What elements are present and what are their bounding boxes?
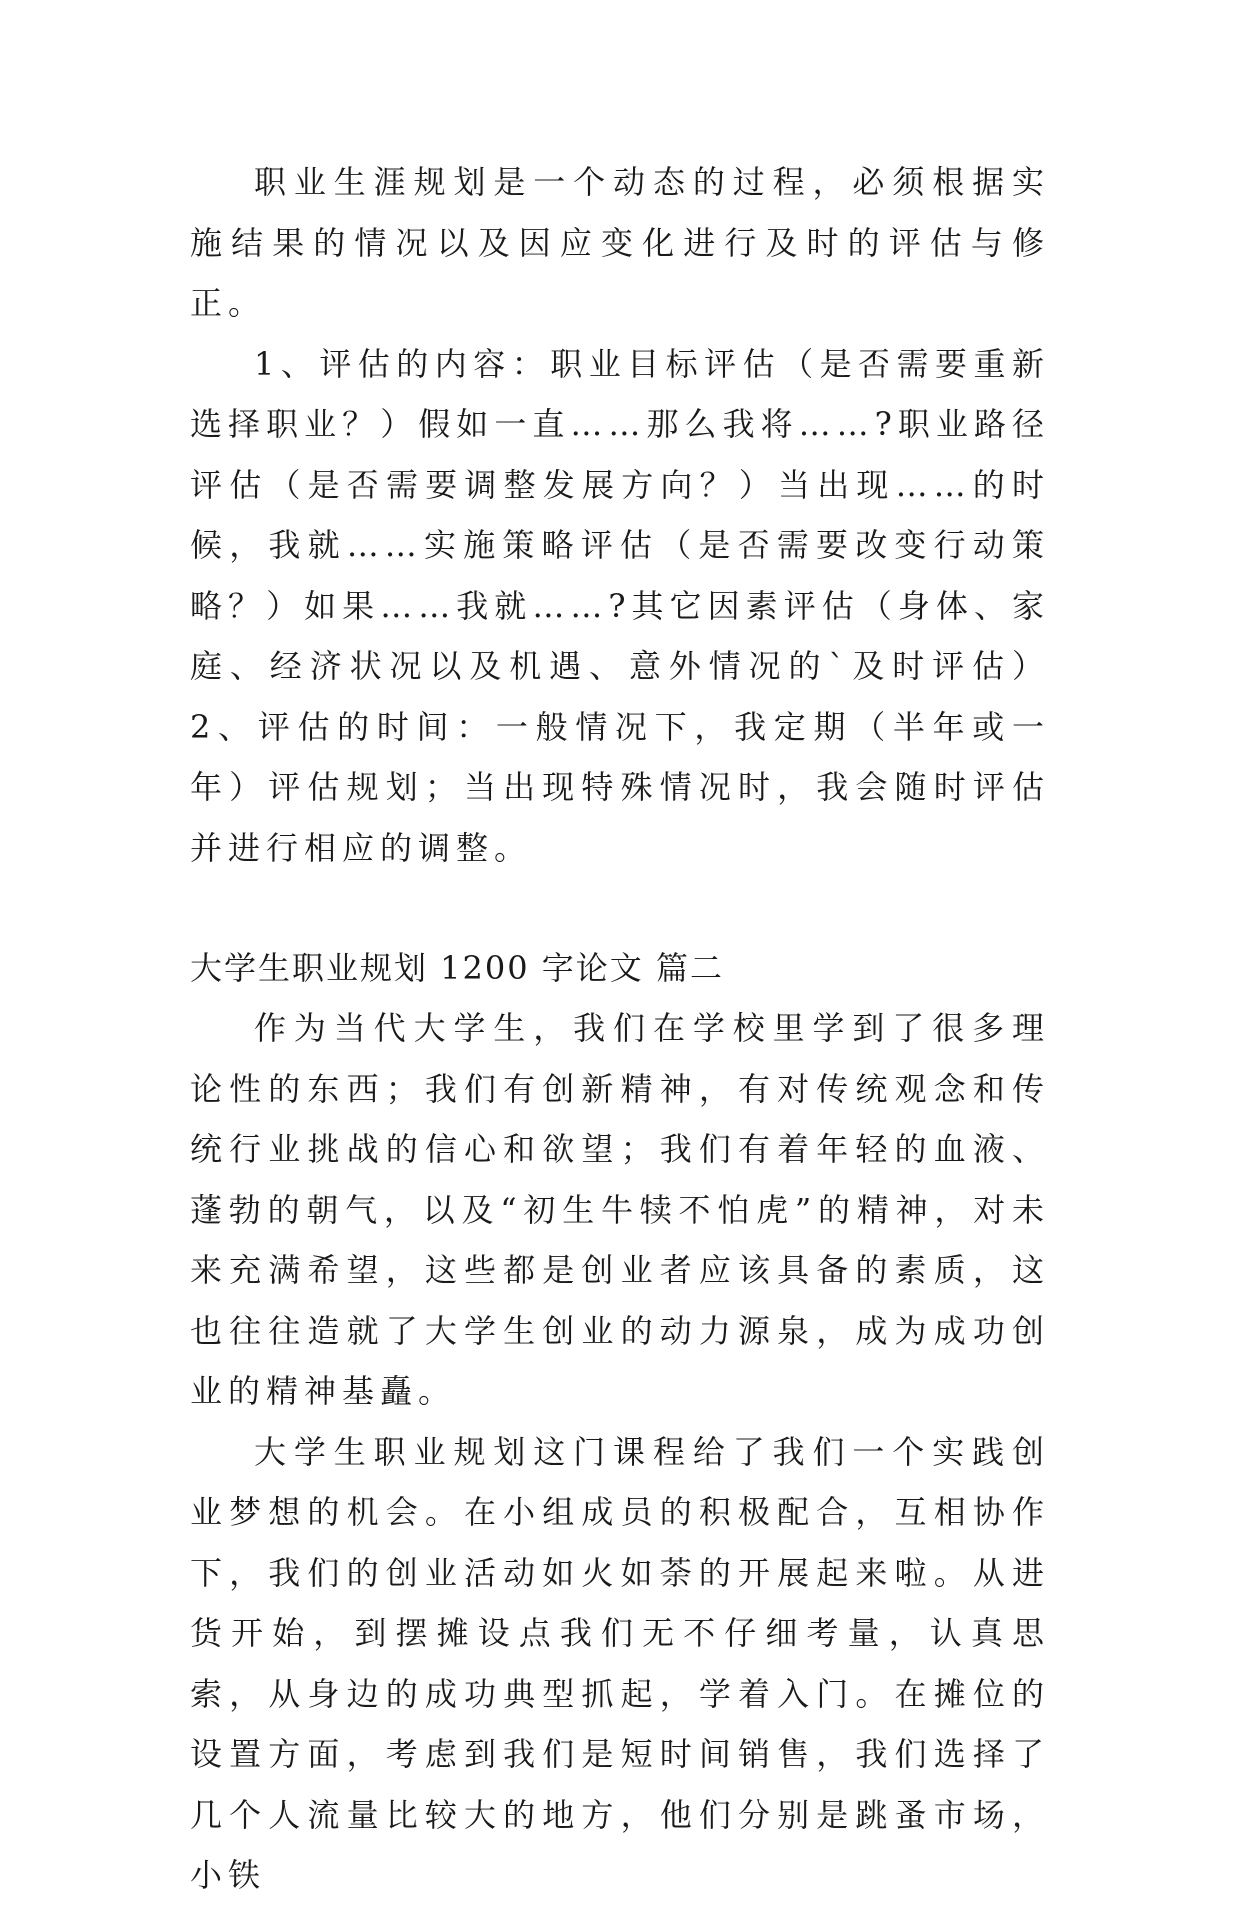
document-body xyxy=(190,152,1050,1906)
paragraph-evaluation-content: 1、评估的内容：职业目标评估（是否需要重新选择职业？）假如一直……那么我将……?职业路径评估（是否需要调整发展方向？）当出现……的时候，我就……实施策略评估（是否需要改变行动策略？）如果……我就……?其它因素评估（身体、家庭、经济状况以及机遇、意外情况的`及时评估）2、评估的时间：一般情况下，我定期（半年或一年）评估规划；当出现特殊情况时，我会随时评估并进行相应的调整。 xyxy=(190,344,1050,867)
paragraph-career-evaluation-intro: 职业生涯规划是一个动态的过程，必须根据实施结果的情况以及因应变化进行及时的评估与修正。 xyxy=(190,163,1050,322)
paragraph-course-practice: 大学生职业规划这门课程给了我们一个实践创业梦想的机会。在小组成员的积极配合，互相协作下，我们的创业活动如火如荼的开展起来啦。从进货开始，到摆摊设点我们无不仔细考量，认真思索，从身边的成功典型抓起，学着入门。在摊位的设置方面，考虑到我们是短时间销售，我们选择了几个人流量比较大的地方，他们分别是跳蚤市场，小铁 xyxy=(190,1432,1050,1894)
section-heading: 大学生职业规划 1200 字论文 篇二 xyxy=(190,949,724,987)
paragraph-student-entrepreneurship: 作为当代大学生，我们在学校里学到了很多理论性的东西；我们有创新精神，有对传统观念和传统行业挑战的信心和欲望；我们有着年轻的血液、蓬勃的朝气，以及“初生牛犊不怕虎”的精神，对未来充满希望，这些都是创业者应该具备的素质，这也往往造就了大学生创业的动力源泉，成为成功创业的精神基矗。 xyxy=(190,1009,1050,1410)
